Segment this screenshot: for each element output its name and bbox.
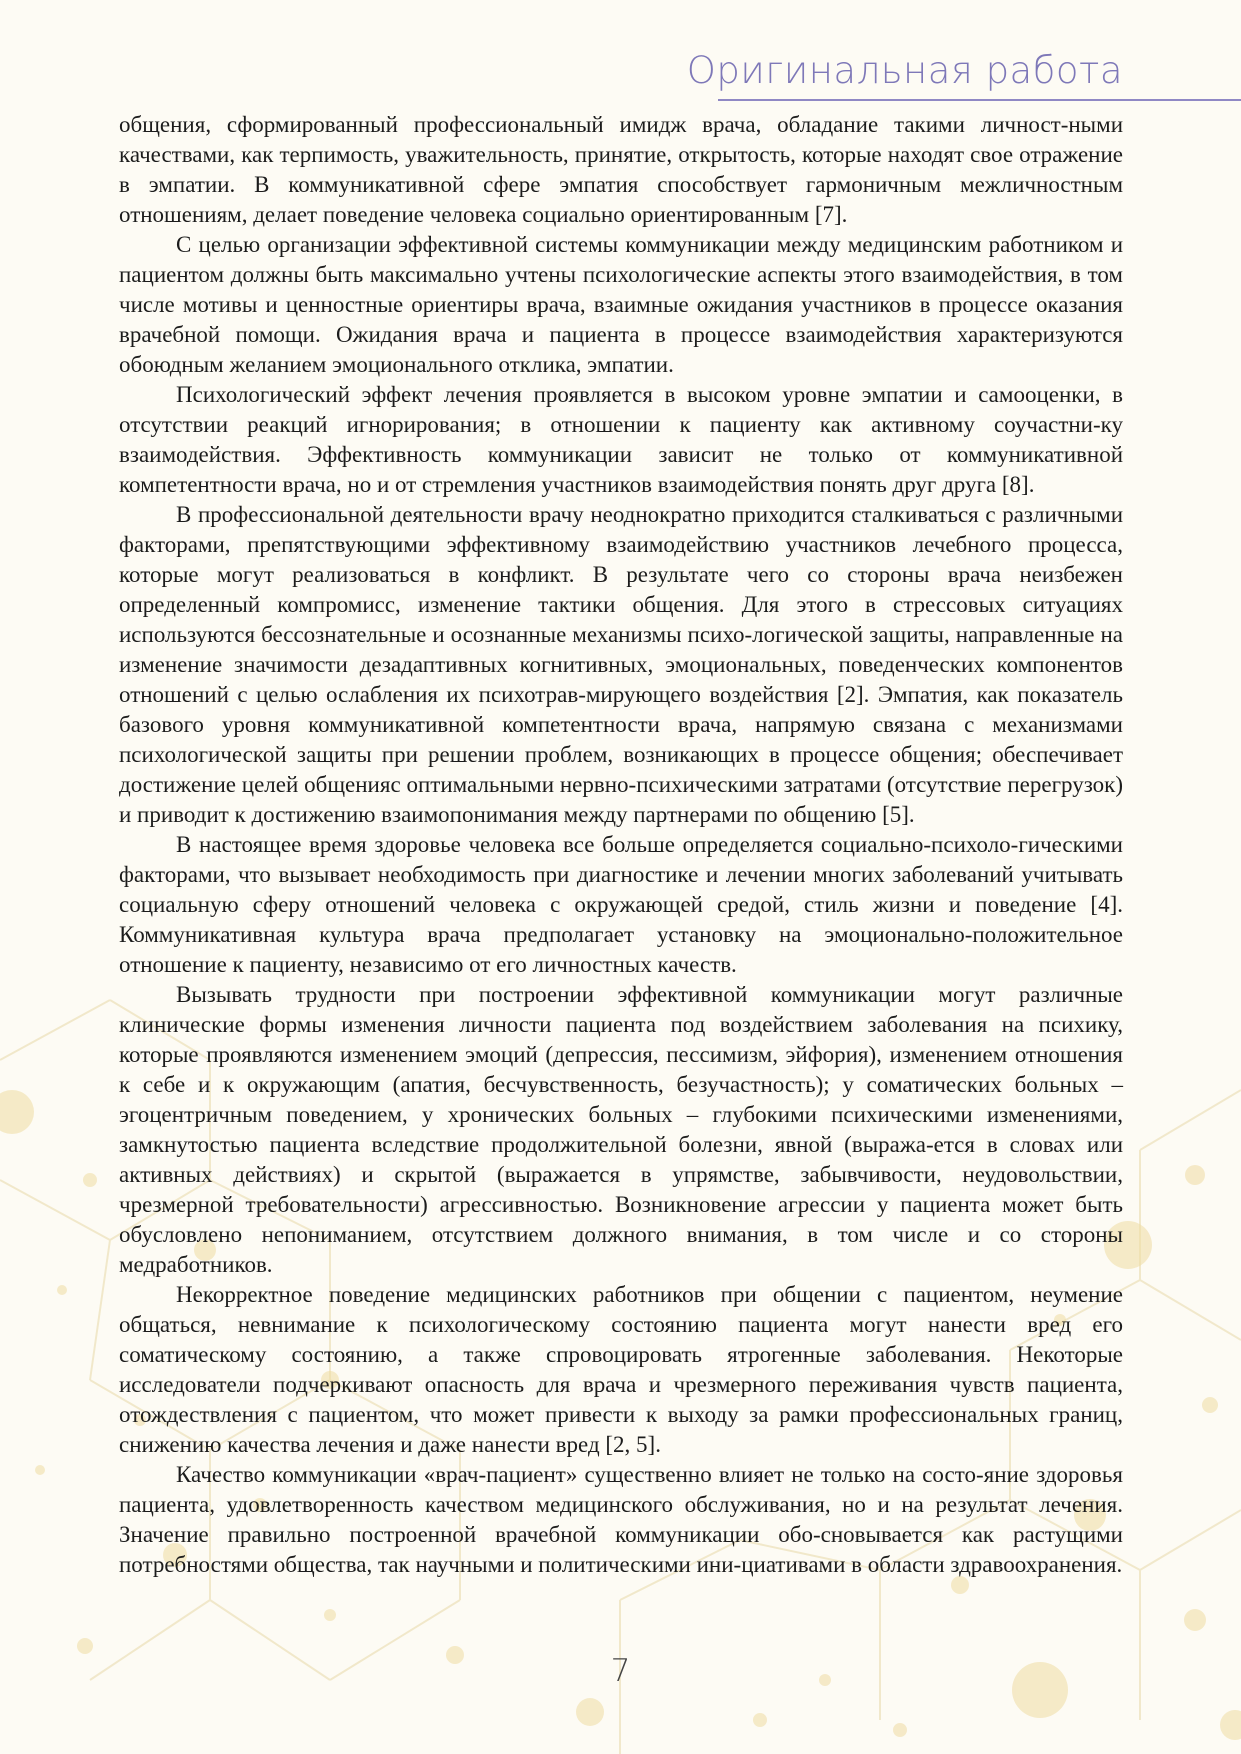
paragraph: Вызывать трудности при построении эффективной коммуникации могут различные клинические формы изменения личности пациента под воздействием заболевания на психику, которые проявляются изменением эмоций (депрессия, пессимизм, эйфория), изменением отношения к себе и к окружающим (апатия, бесчувственность, безучастность); у соматических больных – эгоцентричным поведением, у хронических больных – глубокими психическими изменениями, замкнутостью пациента вследствие продолжительной болезни, явной (выража-ется в словах или активных действиях) и скрытой (выражается в упрямстве, забывчивости, неудовольствии, чрезмерной требовательности) агрессивностью. Возникновение агрессии у пациента может быть обусловлено непониманием, отсутствием должного внимания, в том числе и со стороны медработников. (119, 982, 1123, 1277)
paragraph: Психологический эффект лечения проявляется в высоком уровне эмпатии и самооценки, в отсутствии реакций игнорирования; в отношении к пациенту как активному соучастни-ку взаимодействия. Эффективность коммуникации зависит не только от коммуникативной компетентности врача, но и от стремления участников взаимодействия понять друг друга [8]. (119, 382, 1123, 497)
paragraph: общения, сформированный профессиональный имидж врача, обладание такими личност-ными качествами, как терпимость, уважительность, принятие, открытость, которые находят свое отражение в эмпатии. В коммуникативной сфере эмпатия способствует гармоничным межличностным отношениям, делает поведение человека социально ориентированным [7]. (119, 112, 1123, 227)
paragraph: С целью организации эффективной системы коммуникации между медицинским работником и пациентом должны быть максимально учтены психологические аспекты этого взаимодействия, в том числе мотивы и ценностные ориентиры врача, взаимные ожидания участников в процессе оказания врачебной помощи. Ожидания врача и пациента в процессе взаимодействия характеризуются обоюдным желанием эмоционального отклика, эмпатии. (119, 232, 1123, 377)
header-divider (718, 99, 1241, 101)
page-number: 7 (610, 1653, 631, 1689)
paragraph: Качество коммуникации «врач-пациент» существенно влияет не только на состо-яние здоровья пациента, удовлетворенность качеством медицинского обслуживания, но и на результат лечения. Значение правильно построенной врачебной коммуникации обо-сновывается как растущими потребностями общества, так научными и политическими ини-циативами в области здравоохранения. (119, 1462, 1123, 1577)
paragraph: Некорректное поведение медицинских работников при общении с пациентом, неумение общаться, невнимание к психологическому состоянию пациента могут нанести вред его соматическому состоянию, а также спровоцировать ятрогенные заболевания. Некоторые исследователи подчеркивают опасность для врача и чрезмерного переживания чувств пациента, отождествления с пациентом, что может привести к выходу за рамки профессиональных границ, снижению качества лечения и даже нанести вред [2, 5]. (119, 1282, 1123, 1457)
section-title: Оригинальная работа (686, 49, 1123, 92)
paragraph: В профессиональной деятельности врачу неоднократно приходится сталкиваться с различными факторами, препятствующими эффективному взаимодействию участников лечебного процесса, которые могут реализоваться в конфликт. В результате чего со стороны врача неизбежен определенный компромисс, изменение тактики общения. Для этого в стрессовых ситуациях используются бессознательные и осознанные механизмы психо-логической защиты, направленные на изменение значимости дезадаптивных когнитивных, эмоциональных, поведенческих компонентов отношений с целью ослабления их психотрав-мирующего воздействия [2]. Эмпатия, как показатель базового уровня коммуникативной компетентности врача, напрямую связана с механизмами психологической защиты при решении проблем, возникающих в процессе общения; обеспечивает достижение целей общенияс оптимальными нервно-психическими затратами (отсутствие перегрузок) и приводит к достижению взаимопонимания между партнерами по общению [5]. (119, 502, 1123, 827)
paragraph: В настоящее время здоровье человека все больше определяется социально-психоло-гическими факторами, что вызывает необходимость при диагностике и лечении многих заболеваний учитывать социальную сферу отношений человека с окружающей средой, стиль жизни и поведение [4]. Коммуникативная культура врача предполагает установку на эмоционально-положительное отношение к пациенту, независимо от его личностных качеств. (119, 832, 1123, 977)
article-body (119, 110, 1123, 1580)
